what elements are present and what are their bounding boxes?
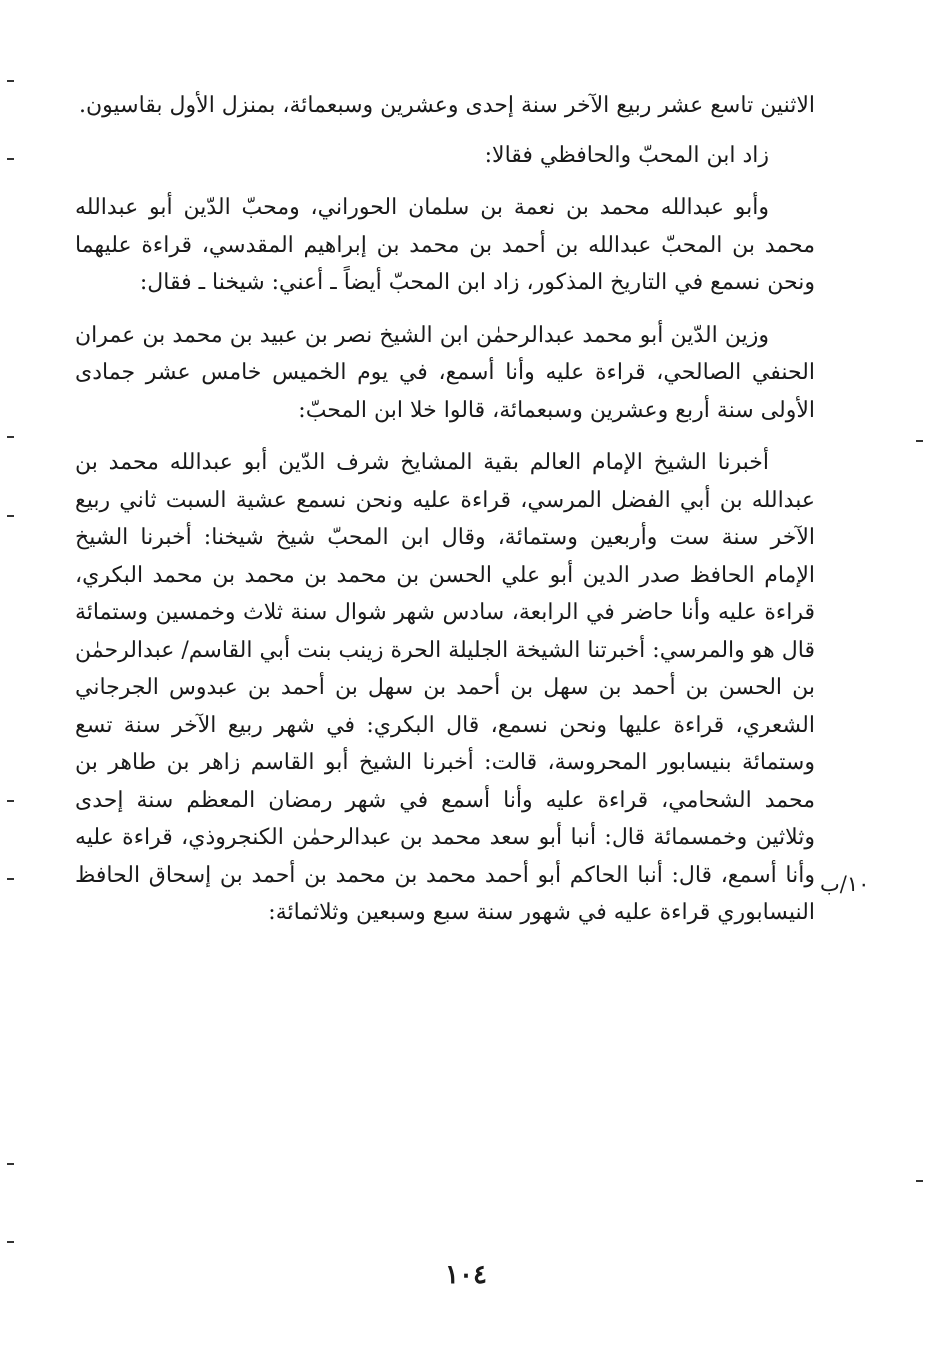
page-number: ١٠٤ <box>445 1260 487 1290</box>
scan-margin-mark <box>7 1241 14 1243</box>
folio-margin-note: ١٠/ب <box>820 872 870 896</box>
paragraph-2: زاد ابن المحبّ والحافظي فقالا: <box>484 142 769 168</box>
scan-margin-mark <box>7 158 14 160</box>
body-text <box>75 87 815 932</box>
paragraph-3: وأبو عبدالله محمد بن نعمة بن سلمان الحوراني، ومحبّ الدّين أبو عبدالله محمد بن المحبّ عبدالله بن أحمد بن محمد بن إبراهيم المقدسي، قراءة عليهما ونحن نسمع في التاريخ المذكور، زاد ابن المحبّ أيضاً ـ أعني: شيخنا ـ فقال: <box>75 195 815 295</box>
scan-margin-mark <box>7 80 14 82</box>
paragraph-4: وزين الدّين أبو محمد عبدالرحمٰن ابن الشيخ نصر بن عبيد بن محمد بن عمران الحنفي الصالحي، قراءة عليه وأنا أسمع، في يوم الخميس خامس عشر جمادى الأولى سنة أربع وعشرين وسبعمائة، قالوا خلا ابن المحبّ: <box>75 322 815 423</box>
paragraph-spacer <box>75 125 815 137</box>
scan-margin-mark <box>916 440 923 442</box>
scan-margin-mark <box>7 515 14 517</box>
scan-margin-mark <box>7 436 14 438</box>
paragraph-1: الاثنين تاسع عشر ربيع الآخر سنة إحدى وعشرين وسبعمائة، بمنزل الأول بقاسيون. <box>79 93 815 118</box>
scan-margin-mark <box>7 878 14 880</box>
scan-margin-mark <box>7 800 14 802</box>
paragraph-spacer <box>75 429 815 444</box>
paragraph-spacer <box>75 302 815 317</box>
scan-margin-mark <box>7 1163 14 1165</box>
scan-margin-mark <box>916 1180 923 1182</box>
paragraph-5: أخبرنا الشيخ الإمام العالم بقية المشايخ شرف الدّين أبو عبدالله محمد بن عبدالله بن أبي الفضل المرسي، قراءة عليه ونحن نسمع عشية السبت ثاني ربيع الآخر سنة ست وأربعين وستمائة، وقال ابن المحبّ شيخ شيخنا: أخبرنا الشيخ الإمام الحافظ صدر الدين أبو علي الحسن بن محمد بن محمد بن محمد البكري، قراءة عليه وأنا حاضر في الرابعة، سادس شهر شوال سنة ثلاث وخمسين وستمائة قال هو والمرسي: أخبرتنا الشيخة الجليلة الحرة زينب بنت أبي القاسم/ عبدالرحمٰن بن الحسن بن أحمد بن سهل بن أحمد بن سهل بن أحمد بن عبدوس الجرجاني الشعري، قراءة عليها ونحن نسمع، قال البكري: في شهر ربيع الآخر سنة تسع وستمائة بنيسابور المحروسة، قالت: أخبرنا الشيخ أبو القاسم زاهر بن طاهر بن محمد الشحامي، قراءة عليه وأنا أسمع في شهر رمضان المعظم سنة إحدى وثلاثين وخمسمائة قال: أنبا أبو سعد محمد بن عبدالرحمٰن الكنجروذي، قراءة عليه وأنا أسمع، قال: أنبا الحاكم أبو أحمد محمد بن محمد بن أحمد بن إسحاق الحافظ النيسابوري قراءة عليه في شهور سنة سبع وسبعين وثلاثمائة: <box>75 450 815 925</box>
paragraph-spacer <box>75 174 815 189</box>
